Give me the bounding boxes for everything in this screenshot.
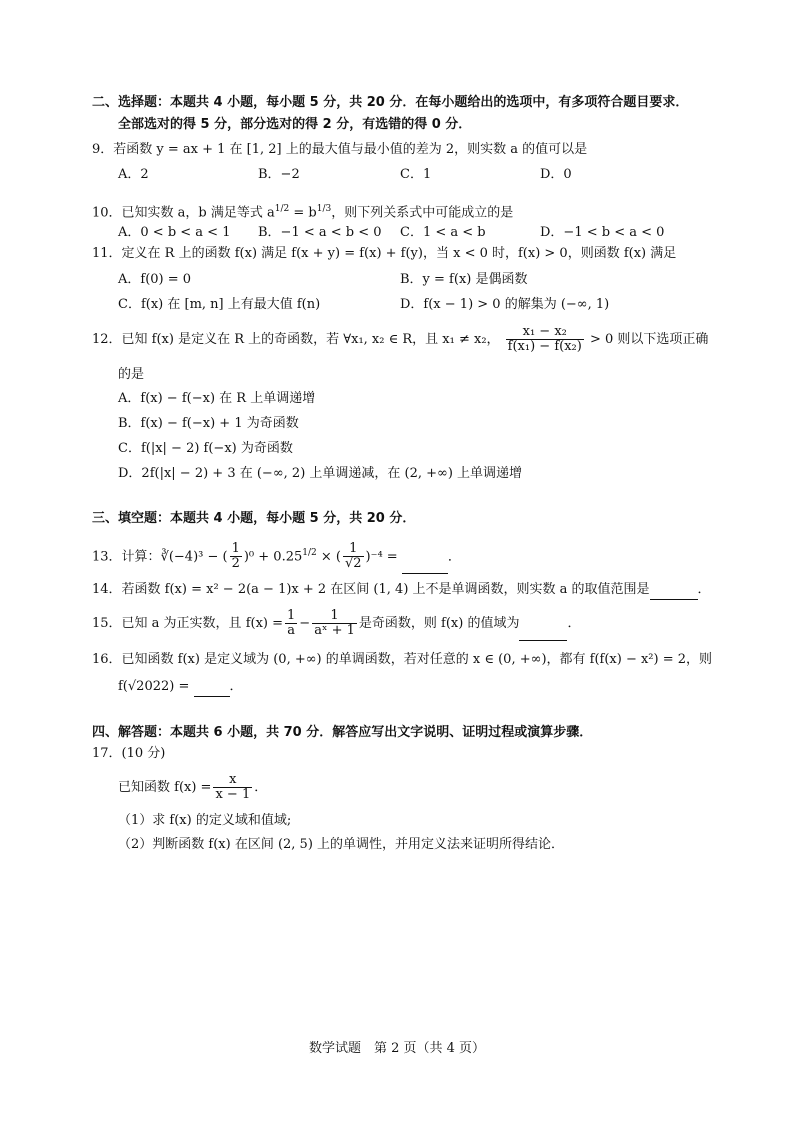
q12-stem (92, 324, 708, 356)
q10-stem (92, 200, 513, 222)
section-3-heading: 三、填空题：本题共 4 小题，每小题 5 分，共 20 分． (92, 511, 416, 526)
q17-fraction-denominator: x − 1 (215, 787, 251, 802)
page-footer: 数学试题 第 2 页（共 4 页） (308, 1041, 486, 1056)
q14-end: ． (697, 582, 711, 597)
q13-fraction-2-denominator: √2 (344, 556, 362, 572)
q17-fraction (213, 773, 252, 802)
q12-option-b: B．f(x) − f(−x) + 1 为奇函数 (118, 416, 299, 431)
q15-minus: − (299, 616, 311, 631)
q16-end: ． (229, 679, 243, 694)
q12-fraction-numerator: x₁ − x₂ (506, 325, 584, 340)
q10-option-a: A．0 < b < a < 1 (118, 225, 231, 240)
q17-given (118, 772, 267, 804)
q12-option-d: D．2f(|x| − 2) + 3 在 (−∞, 2) 上单调递减，在 (2, +∞) 上单调递增 (118, 466, 523, 481)
q13-fraction-2-numerator: 1 (343, 542, 364, 557)
q15-part-a: 15．已知 a 为正实数，且 f(x) = (92, 616, 284, 631)
q12-option-a: A．f(x) − f(−x) 在 R 上单调递增 (118, 391, 316, 406)
section-2-heading-line2: 全部选对的得 5 分，部分选对的得 2 分，有选错的得 0 分． (118, 117, 472, 132)
q15-fraction-1-denominator: a (287, 623, 296, 638)
q17-part-2: （2）判断函数 f(x) 在区间 (2, 5) 上的单调性，并用定义法来证明所得结论． (118, 837, 565, 852)
q12-stem-continued: 的是 (118, 367, 145, 382)
q15-end: ． (567, 616, 581, 631)
q10-exponent-2: 1/3 (316, 204, 332, 214)
q11-option-a: A．f(0) = 0 (118, 272, 192, 287)
q13-part-d: × ( (316, 549, 341, 565)
section-2-heading: 二、选择题：本题共 4 小题，每小题 5 分，共 20 分．在每小题给出的选项中，有多项符合题目要求． (92, 95, 689, 110)
q13-end: ． (447, 549, 461, 565)
q13-fraction-1-denominator: 2 (231, 556, 240, 572)
q12-fraction (506, 325, 584, 354)
q14-stem: 14．若函数 f(x) = x² − 2(a − 1)x + 2 在区间 (1, 4) 上不是单调函数，则实数 a 的取值范围是 (92, 582, 650, 597)
q13-fraction-1-numerator: 1 (231, 541, 240, 557)
q16-line-2 (118, 678, 243, 697)
q9-stem: 9．若函数 y = ax + 1 在 [1, 2] 上的最大值与最小值的差为 2，则实数 a 的值可以是 (92, 142, 588, 157)
q15-fraction-2-numerator: 1 (312, 609, 357, 624)
q14-answer-blank[interactable] (650, 581, 698, 600)
q13-part-c: )⁰ + 0.25 (243, 549, 303, 565)
q16-stem: 16．已知函数 f(x) 是定义域为 (0, +∞) 的单调函数，若对任意的 x ∈ (0, +∞)，都有 f(f(x) − x²) = 2，则 (92, 652, 713, 667)
q12-option-c: C．f(|x| − 2) f(−x) 为奇函数 (118, 441, 293, 456)
q12-stem-part-b: > 0 则以下选项正确 (589, 332, 709, 347)
q11-option-b: B．y = f(x) 是偶函数 (400, 272, 528, 287)
q13-line (92, 537, 461, 574)
q10-option-b: B．−1 < a < b < 0 (258, 225, 382, 240)
q13-exponent: 1/2 (302, 548, 317, 558)
q15-fraction-1 (285, 609, 297, 638)
q16-part-b: f(√2022) = (118, 679, 190, 694)
q10-option-d: D．−1 < b < a < 0 (540, 225, 665, 240)
q15-fraction-1-numerator: 1 (287, 608, 296, 623)
q15-fraction-2 (312, 609, 357, 638)
q9-option-d: D．0 (540, 167, 572, 182)
q9-option-c: C．1 (400, 167, 432, 182)
q17-given-text: 已知函数 f(x) = (118, 780, 212, 795)
q17-part-1: （1）求 f(x) 的定义域和值域; (118, 813, 292, 828)
q12-stem-part-a: 12．已知 f(x) 是定义在 R 上的奇函数，若 ∀x₁, x₂ ∈ R，且 x₁ ≠ x₂， (92, 332, 500, 347)
q16-answer-blank[interactable] (194, 678, 230, 697)
q13-part-e: )⁻⁴ = (365, 549, 398, 565)
q15-part-b: 是奇函数，则 f(x) 的值域为 (358, 616, 520, 631)
q9-option-a: A．2 (118, 167, 149, 182)
q10-stem-part-c: ，则下列关系式中可能成立的是 (331, 205, 514, 221)
q11-option-d: D．f(x − 1) > 0 的解集为 (−∞, 1) (400, 297, 610, 312)
q12-fraction-denominator: f(x₁) − f(x₂) (507, 339, 582, 354)
q13-label: 13．计算： (92, 549, 161, 565)
q15-fraction-2-denominator: aˣ + 1 (314, 623, 355, 638)
q13-fraction-1 (230, 542, 242, 571)
q10-stem-part-a: 10．已知实数 a，b 满足等式 a (92, 205, 275, 221)
q10-stem-part-b: = b (289, 205, 317, 221)
q9-option-b: B．−2 (258, 167, 300, 182)
q15-answer-blank[interactable] (519, 608, 567, 641)
q13-answer-blank[interactable] (402, 541, 448, 574)
section-4-heading: 四、解答题：本题共 6 小题，共 70 分．解答应写出文字说明、证明过程或演算步骤． (92, 725, 593, 740)
q14-line (92, 581, 711, 600)
q10-option-c: C．1 < a < b (400, 225, 486, 240)
q10-exponent-1: 1/2 (274, 204, 290, 214)
q13-part-b: ∛(−4)³ − ( (160, 549, 228, 565)
q17-number: 17．(10 分) (92, 746, 166, 761)
q13-fraction-2 (343, 542, 364, 571)
q17-given-end: ． (254, 780, 268, 795)
q17-fraction-numerator: x (213, 773, 252, 788)
q15-line (92, 608, 580, 641)
q11-stem: 11．定义在 R 上的函数 f(x) 满足 f(x + y) = f(x) + f(y)，当 x < 0 时，f(x) > 0，则函数 f(x) 满足 (92, 246, 677, 261)
q11-option-c: C．f(x) 在 [m, n] 上有最大值 f(n) (118, 297, 321, 312)
